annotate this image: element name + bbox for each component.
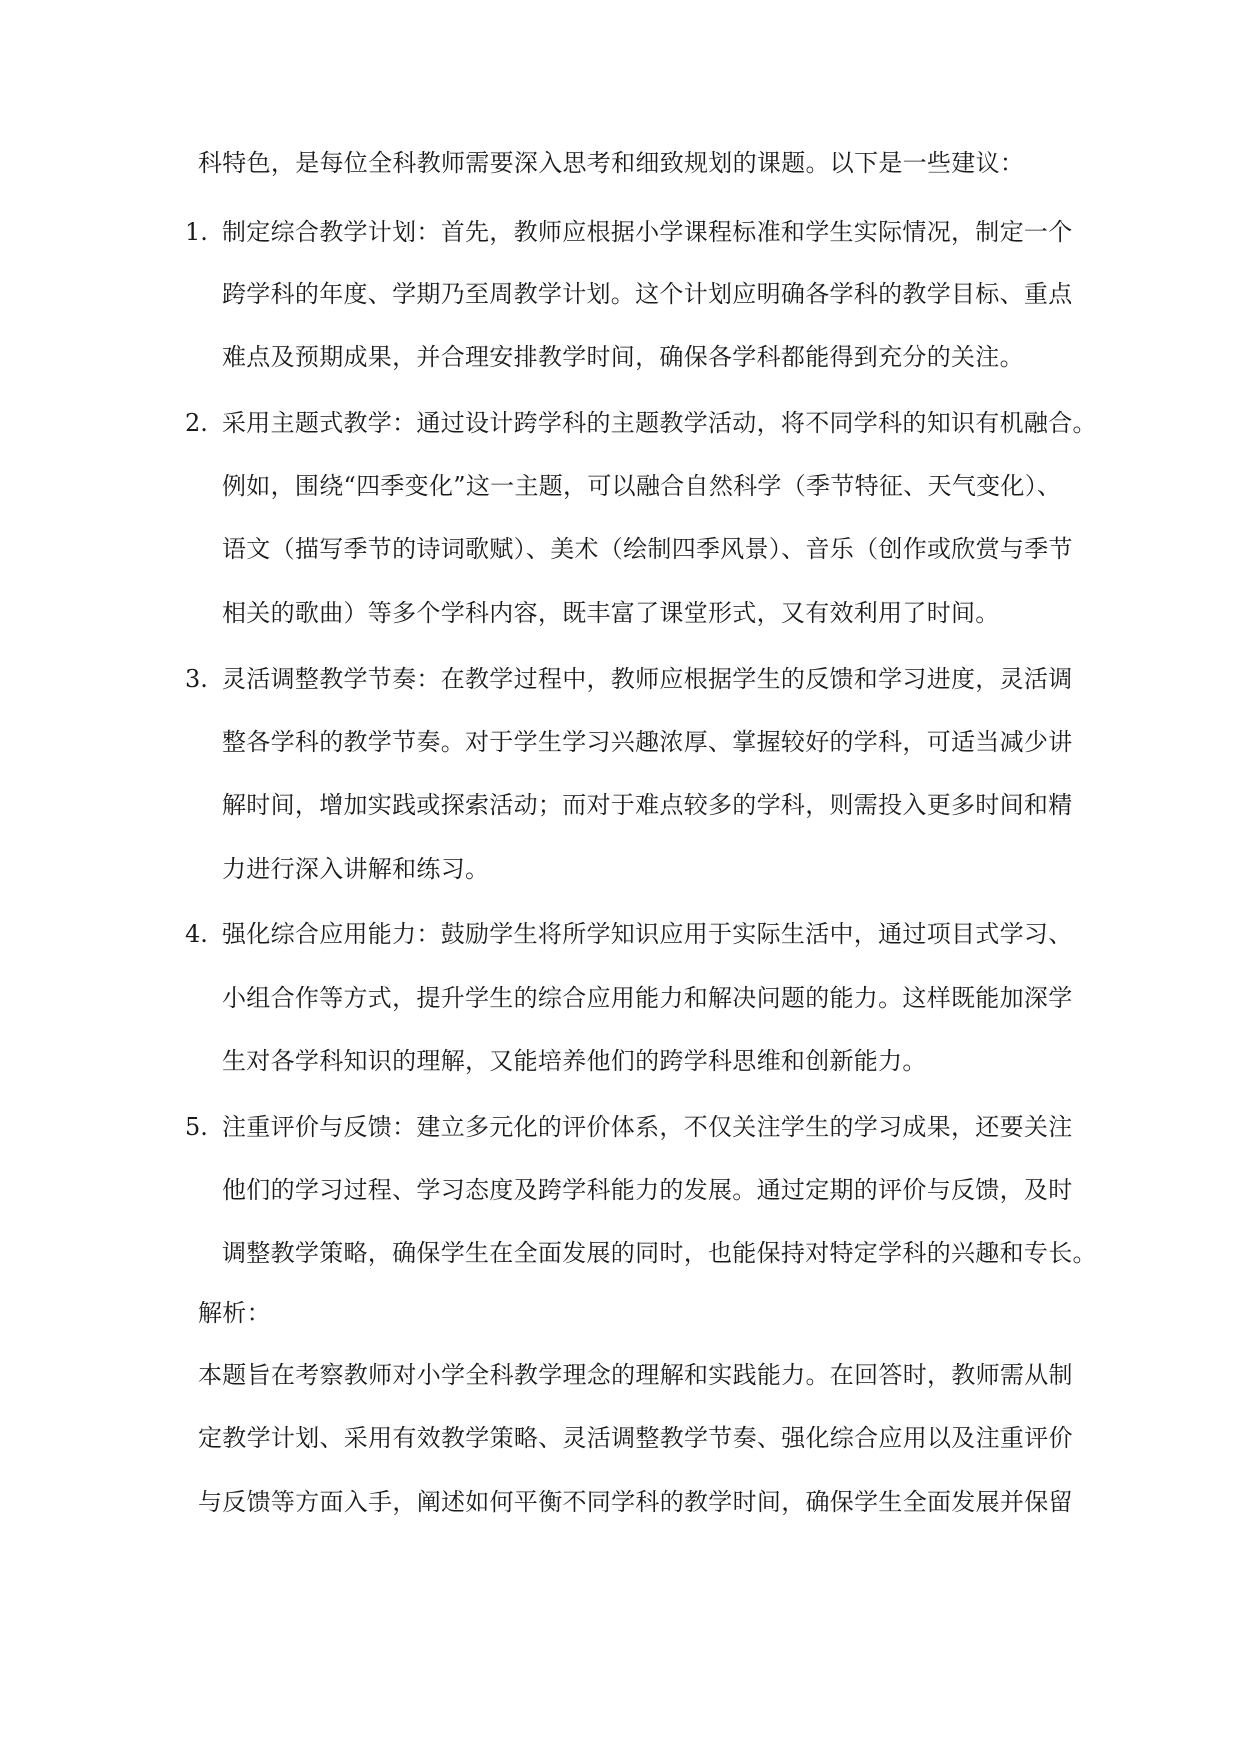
item-4-line-1: 强化综合应用能力：鼓励学生将所学知识应用于实际生活中，通过项目式学习、 <box>222 920 1073 948</box>
item-2-line-2: 例如，围绕“四季变化”这一主题，可以融合自然科学（季节特征、天气变化）、 <box>222 472 1062 500</box>
analysis-heading: 解析： <box>198 1299 271 1327</box>
item-5-line-1: 注重评价与反馈：建立多元化的评价体系，不仅关注学生的学习成果，还要关注 <box>222 1113 1073 1141</box>
item-1-line-3: 难点及预期成果，并合理安排教学时间，确保各学科都能得到充分的关注。 <box>222 343 1024 371</box>
analysis-line-1: 本题旨在考察教师对小学全科教学理念的理解和实践能力。在回答时，教师需从制 <box>198 1361 1073 1389</box>
item-number: 4. <box>185 920 208 948</box>
item-4-line-3: 生对各学科知识的理解，又能培养他们的跨学科思维和创新能力。 <box>222 1047 927 1075</box>
item-1-line-2: 跨学科的年度、学期乃至周教学计划。这个计划应明确各学科的教学目标、重点 <box>222 280 1073 308</box>
item-number: 2. <box>185 409 208 437</box>
item-4-line-2: 小组合作等方式，提升学生的综合应用能力和解决问题的能力。这样既能加深学 <box>222 984 1073 1012</box>
item-number: 5. <box>185 1113 208 1141</box>
item-number: 1. <box>185 218 208 246</box>
item-2-line-4: 相关的歌曲）等多个学科内容，既丰富了课堂形式，又有效利用了时间。 <box>222 599 1000 627</box>
item-3-line-1: 灵活调整教学节奏：在教学过程中，教师应根据学生的反馈和学习进度，灵活调 <box>222 665 1073 693</box>
item-3-line-3: 解时间，增加实践或探索活动；而对于难点较多的学科，则需投入更多时间和精 <box>222 791 1073 819</box>
item-2-line-3: 语文（描写季节的诗词歌赋）、美术（绘制四季风景）、音乐（创作或欣赏与季节 <box>222 535 1073 563</box>
item-5-line-3: 调整教学策略，确保学生在全面发展的同时，也能保持对特定学科的兴趣和专长。 <box>222 1239 1097 1267</box>
item-3-line-2: 整各学科的教学节奏。对于学生学习兴趣浓厚、掌握较好的学科，可适当减少讲 <box>222 728 1073 756</box>
intro-line: 科特色，是每位全科教师需要深入思考和细致规划的课题。以下是一些建议： <box>198 149 1025 177</box>
analysis-line-3: 与反馈等方面入手，阐述如何平衡不同学科的教学时间，确保学生全面发展并保留 <box>198 1488 1073 1516</box>
item-number: 3. <box>185 665 208 693</box>
item-2-line-1: 采用主题式教学：通过设计跨学科的主题教学活动，将不同学科的知识有机融合。 <box>222 409 1097 437</box>
item-1-line-1: 制定综合教学计划：首先，教师应根据小学课程标准和学生实际情况，制定一个 <box>222 218 1073 246</box>
item-5-line-2: 他们的学习过程、学习态度及跨学科能力的发展。通过定期的评价与反馈，及时 <box>222 1176 1073 1204</box>
item-3-line-4: 力进行深入讲解和练习。 <box>222 855 490 883</box>
analysis-line-2: 定教学计划、采用有效教学策略、灵活调整教学节奏、强化综合应用以及注重评价 <box>198 1424 1073 1452</box>
